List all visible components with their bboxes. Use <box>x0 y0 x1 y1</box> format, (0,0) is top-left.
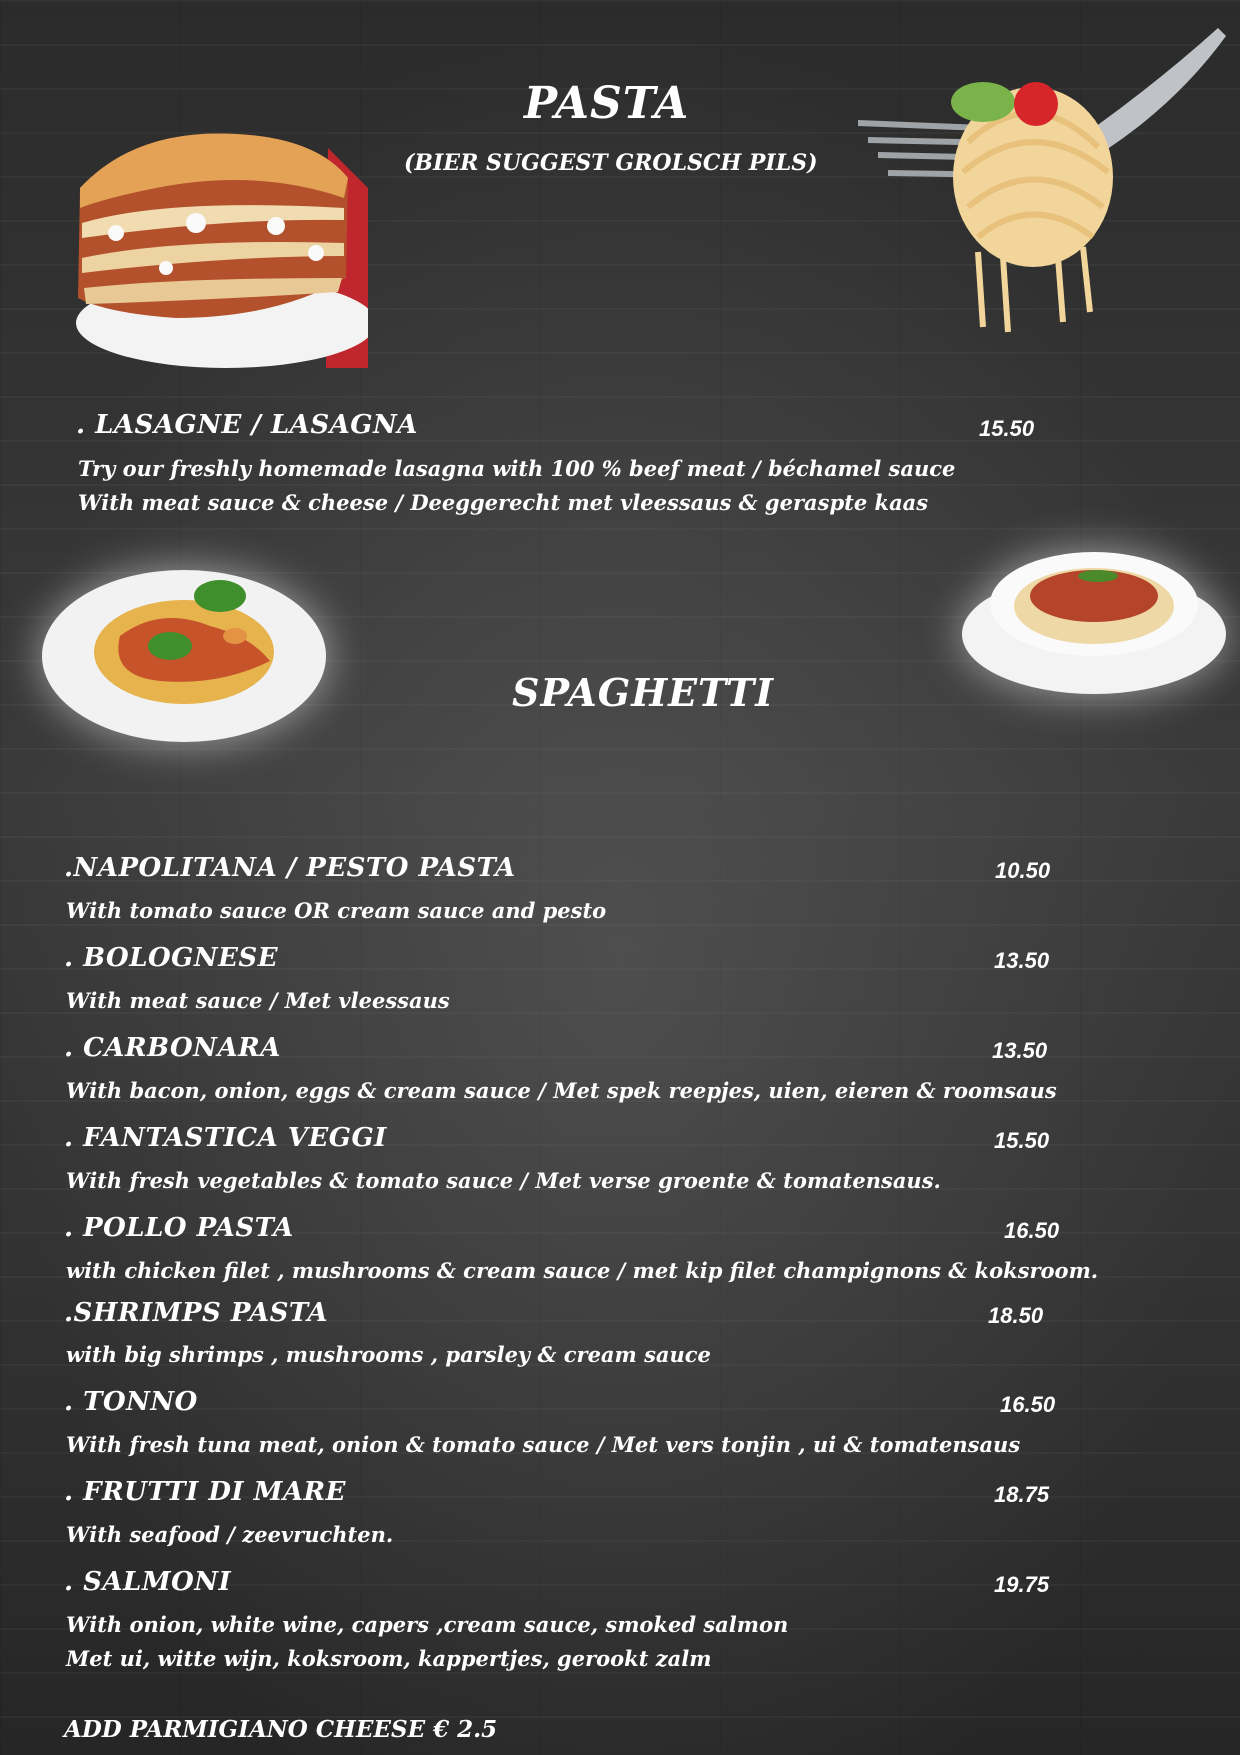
menu-item-price: 10.50 <box>995 858 1051 883</box>
menu-item-desc: With fresh tuna meat, onion & tomato sauce / Met vers tonjin , ui & tomatensaus <box>66 1432 1021 1457</box>
menu-item-desc: with big shrimps , mushrooms , parsley & cream sauce <box>66 1342 711 1367</box>
menu-item-desc-lasagne-2: With meat sauce & cheese / Deeggerecht met vleessaus & geraspte kaas <box>78 490 929 515</box>
menu-item-name: . POLLO PASTA <box>64 1213 294 1243</box>
menu-item-price: 16.50 <box>1000 1392 1056 1417</box>
menu-item-desc: Met ui, witte wijn, koksroom, kappertjes, gerookt zalm <box>66 1646 712 1671</box>
menu-item-price: 16.50 <box>1004 1218 1060 1243</box>
extra-cheese-note: ADD PARMIGIANO CHEESE € 2.5 <box>64 1716 498 1743</box>
menu-item-name: . FRUTTI DI MARE <box>64 1477 346 1507</box>
beer-suggestion: (BIER SUGGEST GROLSCH PILS) <box>404 150 818 176</box>
menu-item-desc-lasagne-1: Try our freshly homemade lasagna with 100 % beef meat / béchamel sauce <box>78 456 956 481</box>
menu-item-desc: With meat sauce / Met vleessaus <box>66 988 450 1013</box>
menu-item-name: . FANTASTICA VEGGI <box>64 1123 387 1153</box>
menu-item-desc: With tomato sauce OR cream sauce and pesto <box>66 898 607 923</box>
spaghetti-title: SPAGHETTI <box>512 670 775 715</box>
menu-item-price: 18.50 <box>988 1303 1044 1328</box>
menu-item-desc: With seafood / zeevruchten. <box>66 1522 394 1547</box>
menu-item-price: 15.50 <box>994 1128 1050 1153</box>
menu-item-name: .NAPOLITANA / PESTO PASTA <box>64 853 516 883</box>
menu-item-desc: with chicken filet , mushrooms & cream sauce / met kip filet champignons & koksroom. <box>66 1258 1099 1283</box>
pasta-title: PASTA <box>524 78 690 129</box>
menu-item-name: . BOLOGNESE <box>64 943 279 973</box>
menu-item-price: 13.50 <box>992 1038 1048 1063</box>
menu-item-desc: With fresh vegetables & tomato sauce / Met verse groente & tomatensaus. <box>66 1168 941 1193</box>
bolognese-bowl-image <box>960 544 1228 696</box>
menu-item-name: .SHRIMPS PASTA <box>64 1298 329 1328</box>
menu-item-name: . SALMONI <box>64 1567 232 1597</box>
menu-item-price: 19.75 <box>994 1572 1050 1597</box>
menu-item-price: 18.75 <box>994 1482 1050 1507</box>
spaghetti-fork-image <box>858 22 1230 342</box>
lasagna-image <box>76 128 368 368</box>
menu-item-price: 13.50 <box>994 948 1050 973</box>
menu-item-name: . TONNO <box>64 1387 198 1417</box>
menu-item-name-lasagne: . LASAGNE / LASAGNA <box>76 410 418 440</box>
menu-item-desc: With bacon, onion, eggs & cream sauce / Met spek reepjes, uien, eieren & roomsaus <box>66 1078 1057 1103</box>
menu-item-price-lasagne: 15.50 <box>979 416 1035 441</box>
menu-item-name: . CARBONARA <box>64 1033 281 1063</box>
pasta-plate-image <box>40 566 328 746</box>
menu-item-desc: With onion, white wine, capers ,cream sauce, smoked salmon <box>66 1612 789 1637</box>
